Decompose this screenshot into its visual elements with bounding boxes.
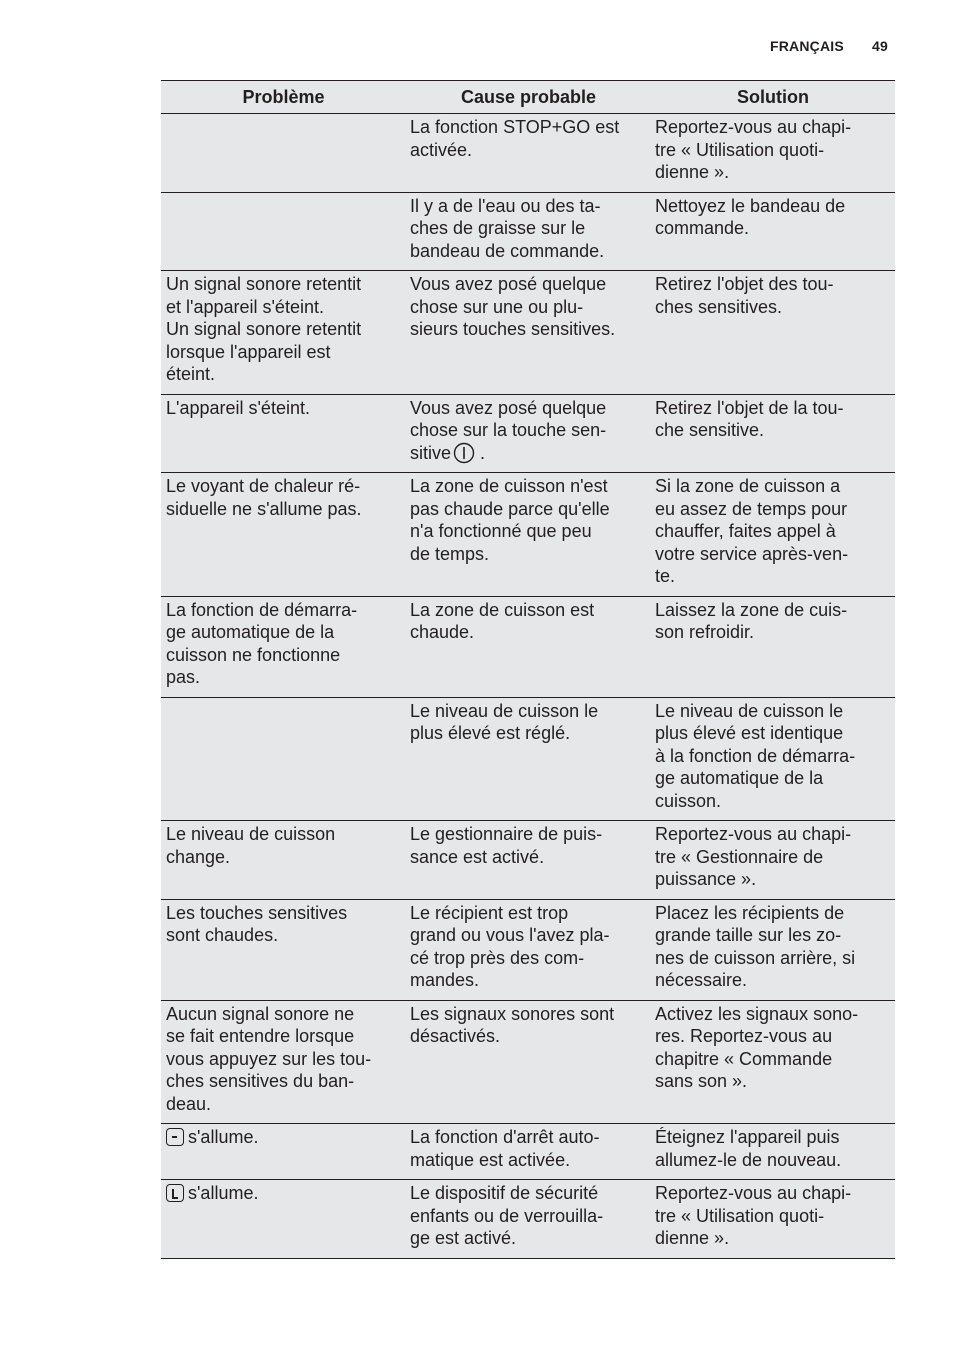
problem-text: s'allume. xyxy=(188,1183,259,1203)
column-header-cause: Cause probable xyxy=(406,81,651,114)
table-row xyxy=(161,1180,895,1259)
table-row xyxy=(161,394,895,473)
table-row xyxy=(161,271,895,395)
cause-cell xyxy=(406,394,651,473)
problem-cell: L'appareil s'éteint. xyxy=(161,394,406,473)
problem-cell: Aucun signal sonore ne se fait entendre lorsque vous appuyez sur les tou- ches sensitives du ban- deau. xyxy=(161,1000,406,1124)
cause-cell: Le récipient est trop grand ou vous l'avez pla- cé trop près des com- mandes. xyxy=(406,899,651,1000)
table-row xyxy=(161,1000,895,1124)
table-row xyxy=(161,899,895,1000)
solution-cell: Si la zone de cuisson a eu assez de temps pour chauffer, faites appel à votre service après-ven- te. xyxy=(651,473,895,597)
dash-display-icon xyxy=(166,1128,184,1146)
cause-cell: Le gestionnaire de puis- sance est activé. xyxy=(406,821,651,900)
table-row xyxy=(161,697,895,821)
cause-cell: La zone de cuisson n'est pas chaude parce qu'elle n'a fonctionné que peu de temps. xyxy=(406,473,651,597)
cause-cell: La fonction d'arrêt auto- matique est activée. xyxy=(406,1124,651,1180)
solution-cell: Retirez l'objet de la tou- che sensitive. xyxy=(651,394,895,473)
solution-cell: Le niveau de cuisson le plus élevé est identique à la fonction de démarra- ge automatique de la cuisson. xyxy=(651,697,895,821)
problem-cell xyxy=(161,697,406,821)
solution-cell: Reportez-vous au chapi- tre « Utilisation quoti- dienne ». xyxy=(651,114,895,193)
column-header-problem: Problème xyxy=(161,81,406,114)
page-header xyxy=(770,38,888,54)
table-row xyxy=(161,1124,895,1180)
column-header-solution: Solution xyxy=(651,81,895,114)
problem-cell: Un signal sonore retentit et l'appareil s'éteint. Un signal sonore retentit lorsque l'appareil est éteint. xyxy=(161,271,406,395)
cause-cell: Le dispositif de sécurité enfants ou de verrouilla- ge est activé. xyxy=(406,1180,651,1259)
table-header-row xyxy=(161,81,895,114)
solution-cell: Reportez-vous au chapi- tre « Utilisation quoti- dienne ». xyxy=(651,1180,895,1259)
table-row xyxy=(161,473,895,597)
table-row xyxy=(161,596,895,697)
problem-cell xyxy=(161,1180,406,1259)
cause-cell: Le niveau de cuisson le plus élevé est réglé. xyxy=(406,697,651,821)
page-number: 49 xyxy=(872,38,888,54)
solution-cell: Placez les récipients de grande taille sur les zo- nes de cuisson arrière, si nécessaire. xyxy=(651,899,895,1000)
table-row xyxy=(161,114,895,193)
lock-display-icon xyxy=(166,1184,184,1202)
language-label: FRANÇAIS xyxy=(769,38,844,54)
cause-cell: La zone de cuisson est chaude. xyxy=(406,596,651,697)
cause-cell: Vous avez posé quelque chose sur une ou plu- sieurs touches sensitives. xyxy=(406,271,651,395)
solution-cell: Nettoyez le bandeau de commande. xyxy=(651,192,895,271)
problem-cell xyxy=(161,114,406,193)
solution-cell: Activez les signaux sono- res. Reportez-vous au chapitre « Commande sans son ». xyxy=(651,1000,895,1124)
cause-cell: Les signaux sonores sont désactivés. xyxy=(406,1000,651,1124)
solution-cell: Reportez-vous au chapi- tre « Gestionnaire de puissance ». xyxy=(651,821,895,900)
solution-cell: Éteignez l'appareil puis allumez-le de nouveau. xyxy=(651,1124,895,1180)
problem-cell: Les touches sensitives sont chaudes. xyxy=(161,899,406,1000)
table-row xyxy=(161,821,895,900)
cause-text: Vous avez posé quelque chose sur la touche sen- sitive xyxy=(410,397,607,463)
problem-cell: Le niveau de cuisson change. xyxy=(161,821,406,900)
problem-cell xyxy=(161,192,406,271)
solution-cell: Laissez la zone de cuis- son refroidir. xyxy=(651,596,895,697)
power-icon xyxy=(453,442,475,464)
table-row xyxy=(161,192,895,271)
problem-cell xyxy=(161,1124,406,1180)
solution-cell: Retirez l'objet des tou- ches sensitives. xyxy=(651,271,895,395)
problem-cell: Le voyant de chaleur ré- siduelle ne s'allume pas. xyxy=(161,473,406,597)
troubleshooting-table xyxy=(161,80,895,1259)
cause-cell: La fonction STOP+GO est activée. xyxy=(406,114,651,193)
problem-cell: La fonction de démarra- ge automatique de la cuisson ne fonctionne pas. xyxy=(161,596,406,697)
cause-cell: Il y a de l'eau ou des ta- ches de graisse sur le bandeau de commande. xyxy=(406,192,651,271)
cause-text-suffix: . xyxy=(475,442,486,463)
problem-text: s'allume. xyxy=(188,1127,259,1147)
